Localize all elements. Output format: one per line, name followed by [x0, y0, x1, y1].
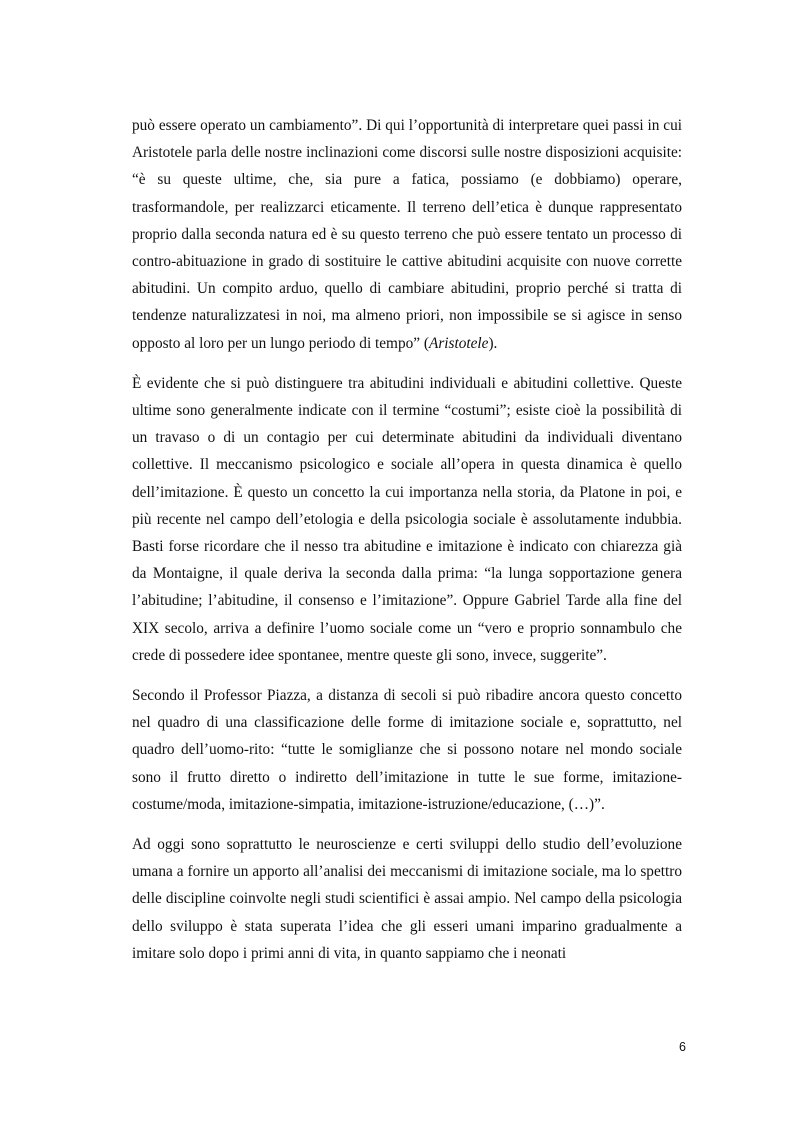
- body-text: [132, 112, 682, 980]
- paragraph-aristotle-end: ).: [488, 334, 498, 352]
- paragraph-piazza: Secondo il Professor Piazza, a distanza di secoli si può ribadire ancora questo concetto nel quadro di una classificazione delle forme di imitazione sociale e, soprattutto, nel quadro dell’uomo-rito: “tutte le somiglianze che si possono notare nel mondo sociale sono il frutto diretto o indiretto dell’imitazione in tutte le sue forme, imitazione-costume/moda, imitazione-simpatia, imitazione-istruzione/educazione, (…)”.: [132, 687, 682, 813]
- paragraph-aristotle-text: può essere operato un cambiamento”. Di qui l’opportunità di interpretare quei passi in cui Aristotele parla delle nostre inclinazioni come discorsi sulle nostre disposizioni acquisite: “è su queste ultime, che, sia pure a fatica, possiamo (e dobbiamo) operare, trasformandole, per realizzarci eticamente. Il terreno dell’etica è dunque rappresentato proprio dalla seconda natura ed è su questo terreno che può essere tentato un processo di contro-abituazione in grado di sostituire le cattive abitudini acquisite con nuove corrette abitudini. Un compito arduo, quello di cambiare abitudini, proprio perché si tratta di tendenze naturalizzatesi in noi, ma almeno priori, non impossibile se si agisce in senso opposto al loro per un lungo periodo di tempo” (: [132, 117, 682, 352]
- paragraph-neuroscience: Ad oggi sono soprattutto le neuroscienze e certi sviluppi dello studio dell’evoluzione umana a fornire un apporto all’analisi dei meccanismi di imitazione sociale, ma lo spettro delle discipline coinvolte negli studi scientifici è assai ampio. Nel campo della psicologia dello sviluppo è stata superata l’idea che gli esseri umani imparino gradualmente a imitare solo dopo i primi anni di vita, in quanto sappiamo che i neonati: [132, 836, 682, 962]
- citation-aristotele: Aristotele: [428, 334, 489, 352]
- page-number: 6: [679, 1040, 686, 1054]
- paragraph-habits-imitation: È evidente che si può distinguere tra abitudini individuali e abitudini collettive. Queste ultime sono generalmente indicate con il termine “costumi”; esiste cioè la possibilità di un travaso o di un contagio per cui determinate abitudini da individuali diventano collettive. Il meccanismo psicologico e sociale all’opera in questa dinamica è quello dell’imitazione. È questo un concetto la cui importanza nella storia, da Platone in poi, e più recente nel campo dell’etologia e della psicologia sociale è assolutamente indubbia. Basti forse ricordare che il nesso tra abitudine e imitazione è indicato con chiarezza già da Montaigne, il quale deriva la seconda dalla prima: “la lunga sopportazione genera l’abitudine; l’abitudine, il consenso e l’imitazione”. Oppure Gabriel Tarde alla fine del XIX secolo, arriva a definire l’uomo sociale come un “vero e proprio sonnambulo che crede di possedere idee spontanee, mentre queste gli sono, invece, suggerite”.: [132, 374, 682, 664]
- paragraph-aristotle: [132, 112, 682, 357]
